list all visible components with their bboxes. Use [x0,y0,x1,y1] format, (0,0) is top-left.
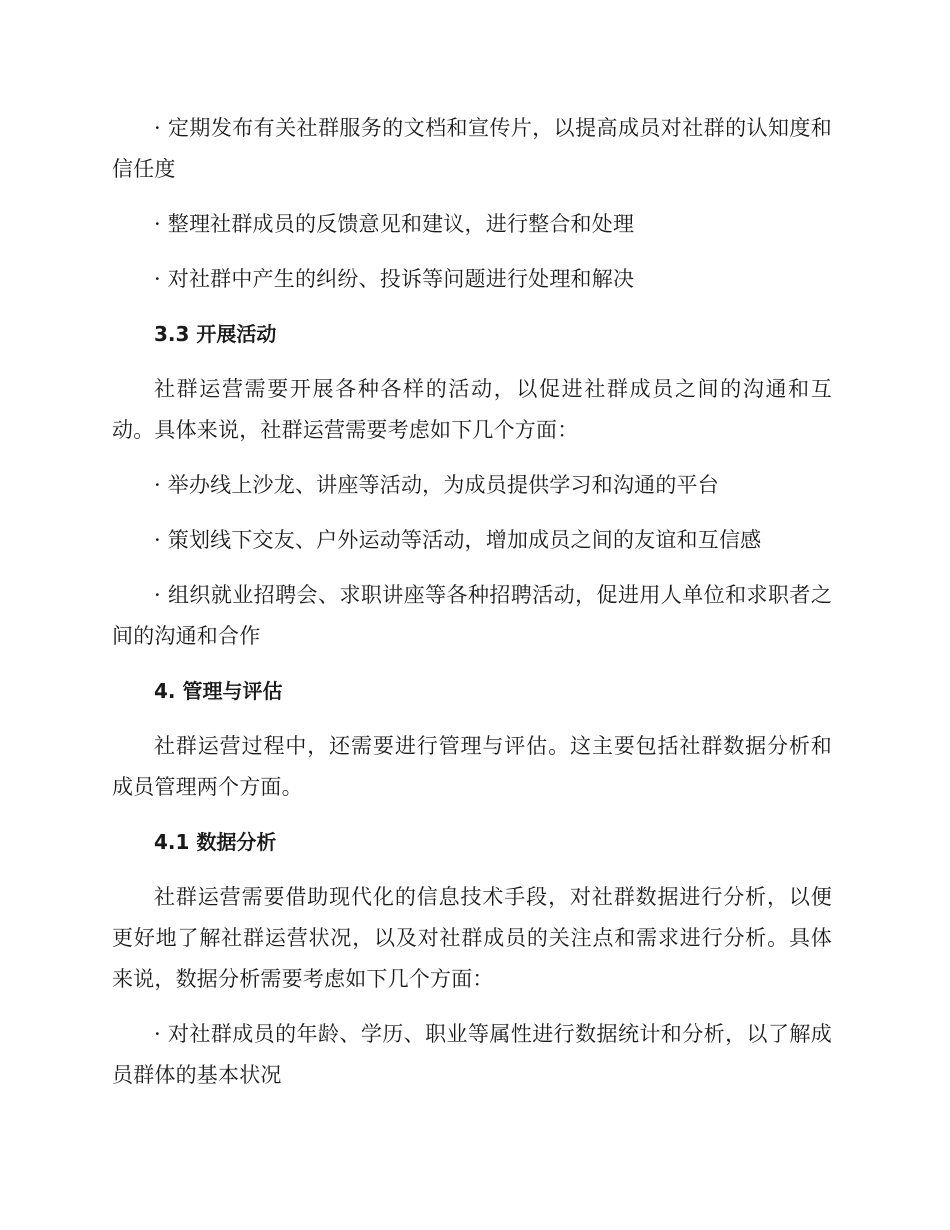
bullet-item: · 策划线下交友、户外运动等活动，增加成员之间的友谊和互信感 [154,528,762,552]
body-paragraph: 社群运营需要开展各种各样的活动，以促进社群成员之间的沟通和互动。具体来说，社群运营需要考虑如下几个方面： [112,377,832,442]
body-paragraph: 社群运营过程中，还需要进行管理与评估。这主要包括社群数据分析和成员管理两个方面。 [112,734,832,799]
section-heading: 3.3 开展活动 [154,322,277,346]
section-heading: 4.1 数据分析 [154,830,277,854]
bullet-item: · 组织就业招聘会、求职讲座等各种招聘活动，促进用人单位和求职者之间的沟通和合作 [112,583,832,648]
bullet-item: · 对社群成员的年龄、学历、职业等属性进行数据统计和分析，以了解成员群体的基本状况 [112,1022,832,1087]
bullet-item: · 对社群中产生的纠纷、投诉等问题进行处理和解决 [154,267,635,291]
body-paragraph: 社群运营需要借助现代化的信息技术手段，对社群数据进行分析，以便更好地了解社群运营状况，以及对社群成员的关注点和需求进行分析。具体来说，数据分析需要考虑如下几个方面： [112,885,832,991]
section-heading: 4. 管理与评估 [154,679,283,703]
bullet-item: · 定期发布有关社群服务的文档和宣传片，以提高成员对社群的认知度和信任度 [112,116,832,181]
bullet-item: · 整理社群成员的反馈意见和建议，进行整合和处理 [154,212,635,236]
document-body [112,108,832,1110]
bullet-item: · 举办线上沙龙、讲座等活动，为成员提供学习和沟通的平台 [154,473,719,497]
